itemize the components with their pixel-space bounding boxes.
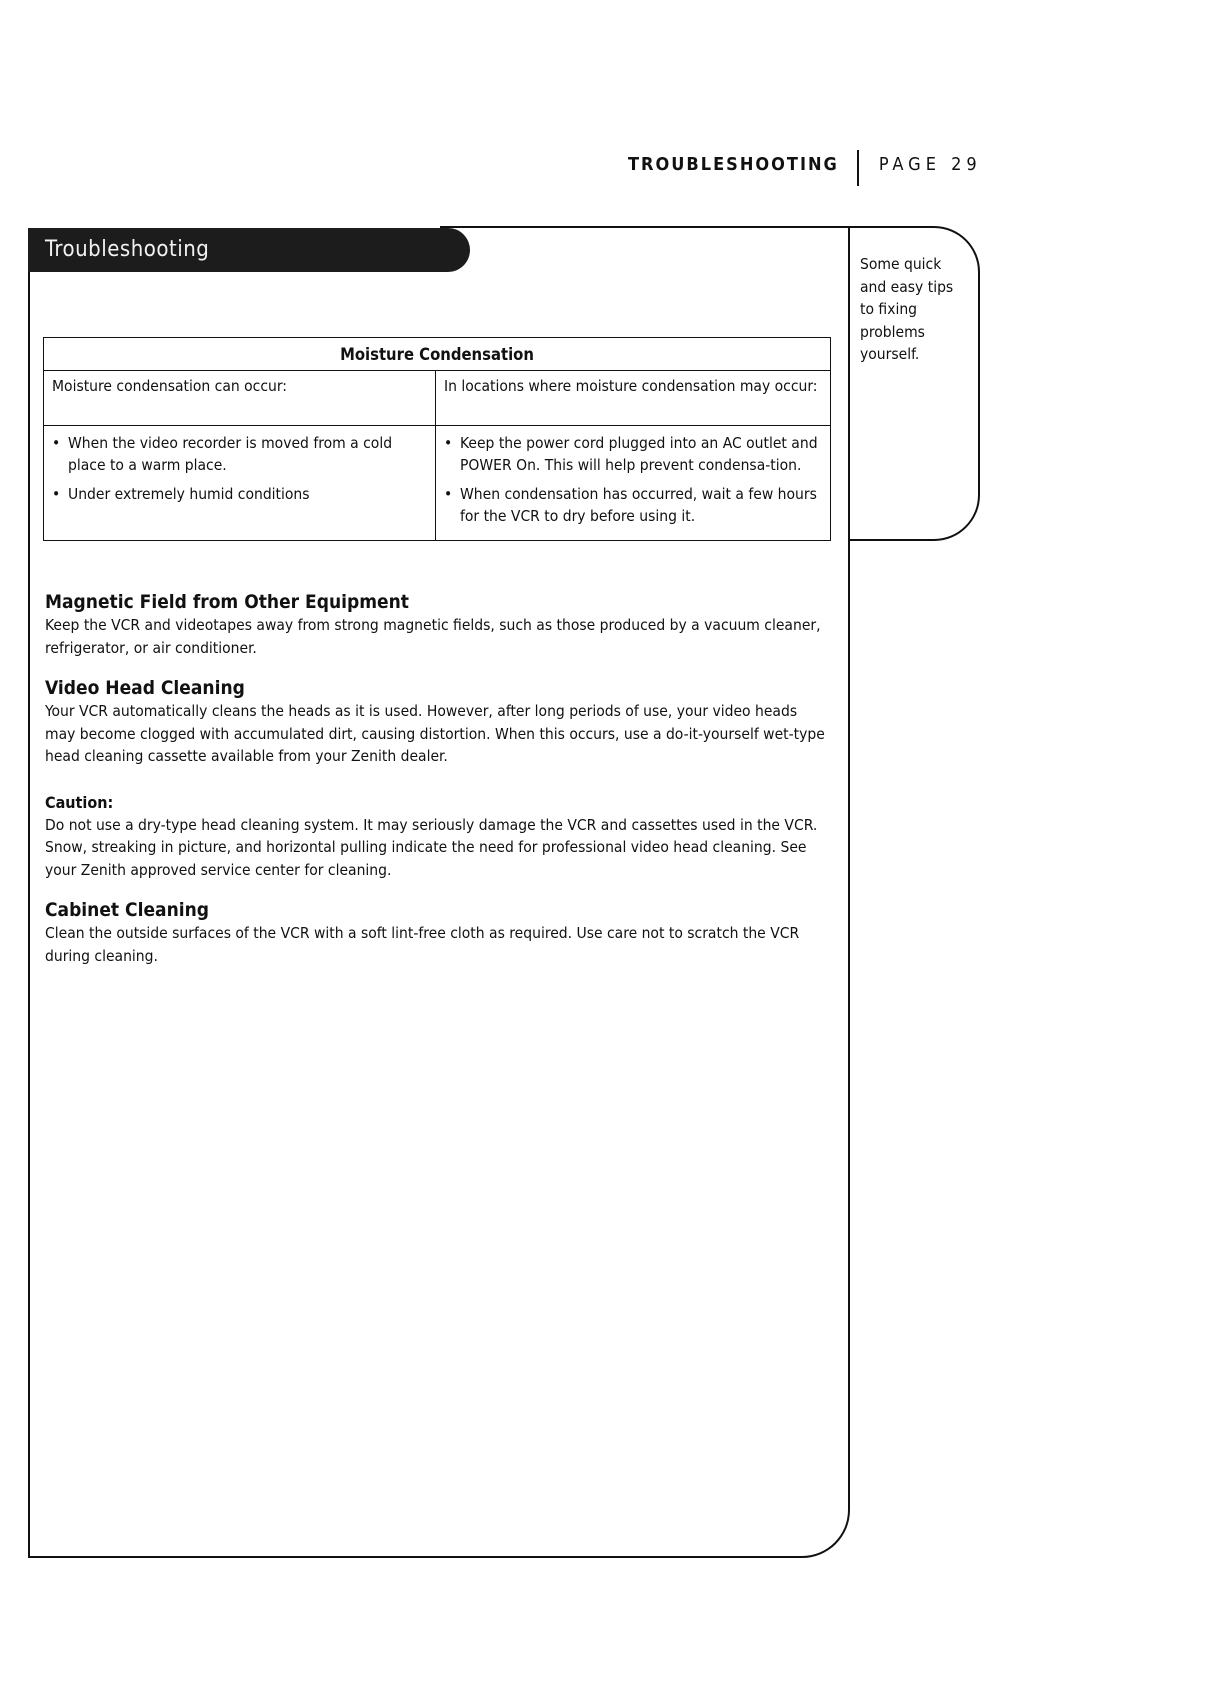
section-body: Clean the outside surfaces of the VCR with a soft lint-free cloth as required. Use care not to scratch the VCR during cleaning.	[45, 924, 800, 965]
list-item: • When condensation has occurred, wait a few hours for the VCR to dry before using it.	[444, 483, 822, 527]
table-col2-header: In locations where moisture condensation may occur:	[436, 371, 831, 426]
table-col1-header: Moisture condensation can occur:	[44, 371, 436, 426]
table-col2-cell	[436, 426, 831, 541]
section-heading: Video Head Cleaning	[45, 677, 245, 699]
main-content	[45, 590, 830, 984]
section-body: Keep the VCR and videotapes away from strong magnetic fields, such as those produced by a vacuum cleaner, refrigerator, or air conditioner.	[45, 616, 821, 657]
running-head	[628, 150, 982, 186]
sidebar-note: Some quick and easy tips to fixing problems yourself.	[860, 255, 954, 363]
content-frame-top-rule	[440, 226, 850, 228]
table-col1-cell	[44, 426, 436, 541]
caution-body: Do not use a dry-type head cleaning system. It may seriously damage the VCR and cassettes used in the VCR. Snow, streaking in picture, and horizontal pulling indicate the need for professional video head cleaning. See your Zenith approved service center for cleaning.	[45, 815, 818, 879]
caution-section	[45, 792, 830, 882]
col1-bullet-list	[52, 432, 427, 505]
section-body: Your VCR automatically cleans the heads as it is used. However, after long periods of use, your video heads may become clogged with accumulated dirt, causing distortion. When this occurs, use a do-it-yourself wet-type head cleaning cassette available from your Zenith dealer.	[45, 702, 825, 765]
head-cleaning-section	[45, 676, 830, 768]
section-title-banner: Troubleshooting	[28, 228, 470, 272]
magnetic-field-section	[45, 590, 830, 659]
section-heading: Magnetic Field from Other Equipment	[45, 591, 409, 613]
caution-heading: Caution:	[45, 792, 114, 812]
running-head-section: TROUBLESHOOTING	[628, 154, 839, 175]
page-number: PAGE 29	[878, 154, 982, 175]
list-item: • Keep the power cord plugged into an AC outlet and POWER On. This will help prevent condensa-tion.	[444, 432, 822, 476]
col2-bullet-list	[444, 432, 822, 527]
list-item: • When the video recorder is moved from a cold place to a warm place.	[52, 432, 427, 476]
table-title: Moisture Condensation	[44, 338, 831, 371]
moisture-condensation-table	[43, 337, 831, 541]
section-heading: Cabinet Cleaning	[45, 899, 210, 921]
cabinet-cleaning-section	[45, 898, 830, 967]
list-item: • Under extremely humid conditions	[52, 483, 427, 505]
running-head-divider	[857, 150, 859, 186]
